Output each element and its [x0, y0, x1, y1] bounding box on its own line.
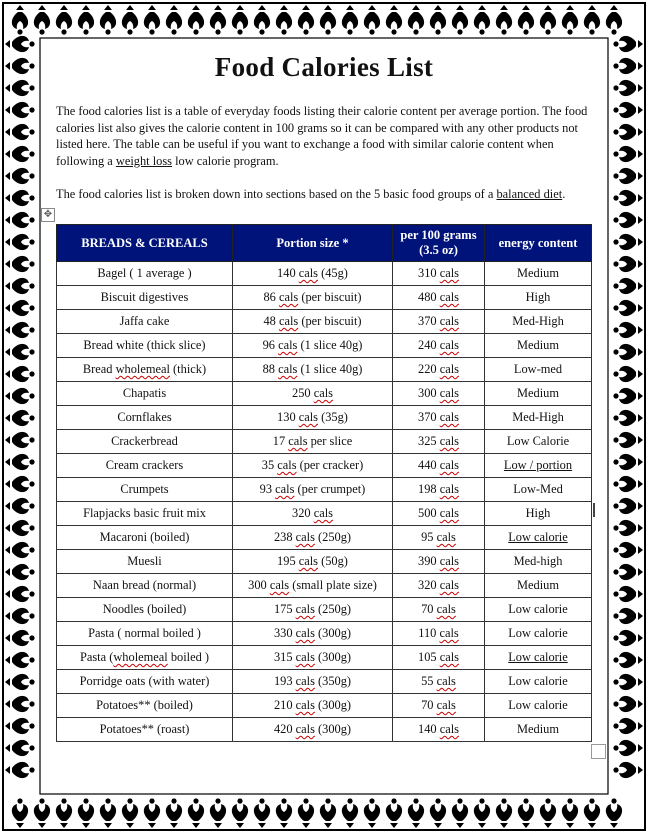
- cell-portion: 175 cals (250g): [233, 598, 393, 622]
- cell-energy: Low / portion: [485, 454, 592, 478]
- weight-loss-link[interactable]: weight loss: [115, 153, 172, 168]
- cell-energy: Low calorie: [485, 622, 592, 646]
- cell-portion: 330 cals (300g): [233, 622, 393, 646]
- cell-food: Crackerbread: [57, 430, 233, 454]
- table-row: [57, 334, 592, 358]
- cell-portion: 420 cals (300g): [233, 718, 393, 742]
- cell-per100: 198 cals: [393, 478, 485, 502]
- table-row: [57, 718, 592, 742]
- cell-energy: Low calorie: [485, 646, 592, 670]
- balanced-diet-link[interactable]: balanced diet: [496, 187, 563, 201]
- cell-portion: 140 cals (45g): [233, 262, 393, 286]
- table-header-row: [57, 225, 592, 262]
- cell-per100: 390 cals: [393, 550, 485, 574]
- cell-portion: 195 cals (50g): [233, 550, 393, 574]
- cell-food: Muesli: [57, 550, 233, 574]
- header-energy-content: energy content: [485, 225, 592, 262]
- cell-food: Pasta (wholemeal boiled ): [57, 646, 233, 670]
- table-move-handle-icon[interactable]: ✥: [41, 208, 55, 222]
- cell-per100: 70 cals: [393, 598, 485, 622]
- cell-food: Flapjacks basic fruit mix: [57, 502, 233, 526]
- cell-energy: High: [485, 286, 592, 310]
- cell-portion: 193 cals (350g): [233, 670, 393, 694]
- cell-food: Cornflakes: [57, 406, 233, 430]
- cell-food: Porridge oats (with water): [57, 670, 233, 694]
- table-row: [57, 310, 592, 334]
- cell-food: Potatoes** (boiled): [57, 694, 233, 718]
- cell-per100: 220 cals: [393, 358, 485, 382]
- header-per-100-grams: per 100 grams (3.5 oz): [393, 225, 485, 262]
- cell-per100: 440 cals: [393, 454, 485, 478]
- cell-food: Potatoes** (roast): [57, 718, 233, 742]
- cell-portion: 96 cals (1 slice 40g): [233, 334, 393, 358]
- cell-per100: 300 cals: [393, 382, 485, 406]
- cell-food: Pasta ( normal boiled ): [57, 622, 233, 646]
- cell-portion: 88 cals (1 slice 40g): [233, 358, 393, 382]
- table-row: [57, 406, 592, 430]
- cell-energy: Medium: [485, 262, 592, 286]
- cell-energy: Low calorie: [485, 670, 592, 694]
- table-row: [57, 382, 592, 406]
- cell-food: Naan bread (normal): [57, 574, 233, 598]
- cell-energy: Medium: [485, 334, 592, 358]
- table-row: [57, 550, 592, 574]
- cell-per100: 95 cals: [393, 526, 485, 550]
- table-row: [57, 670, 592, 694]
- cell-per100: 320 cals: [393, 574, 485, 598]
- table-row: [57, 430, 592, 454]
- cell-energy: Med-High: [485, 310, 592, 334]
- cell-food: Macaroni (boiled): [57, 526, 233, 550]
- cell-portion: 320 cals: [233, 502, 393, 526]
- table-row: [57, 478, 592, 502]
- cell-portion: 48 cals (per biscuit): [233, 310, 393, 334]
- cell-energy: Low calorie: [485, 598, 592, 622]
- table-row: [57, 526, 592, 550]
- cell-per100: 70 cals: [393, 694, 485, 718]
- cell-portion: 17 cals per slice: [233, 430, 393, 454]
- cell-per100: 240 cals: [393, 334, 485, 358]
- cell-portion: 250 cals: [233, 382, 393, 406]
- table-row: [57, 262, 592, 286]
- cell-portion: 238 cals (250g): [233, 526, 393, 550]
- table-row: [57, 286, 592, 310]
- cell-energy: Medium: [485, 718, 592, 742]
- cell-portion: 130 cals (35g): [233, 406, 393, 430]
- cell-per100: 500 cals: [393, 502, 485, 526]
- calories-table: [56, 224, 592, 742]
- table-row: [57, 598, 592, 622]
- table-row: [57, 694, 592, 718]
- cell-energy: Med-High: [485, 406, 592, 430]
- table-row: [57, 646, 592, 670]
- cell-per100: 105 cals: [393, 646, 485, 670]
- header-portion-size: Portion size *: [233, 225, 393, 262]
- cell-food: Chapatis: [57, 382, 233, 406]
- table-row: [57, 574, 592, 598]
- cell-portion: 300 cals (small plate size): [233, 574, 393, 598]
- cell-per100: 310 cals: [393, 262, 485, 286]
- header-breads-cereals: BREADS & CEREALS: [57, 225, 233, 262]
- cell-per100: 370 cals: [393, 406, 485, 430]
- table-row: [57, 502, 592, 526]
- cell-food: Jaffa cake: [57, 310, 233, 334]
- cell-food: Crumpets: [57, 478, 233, 502]
- cell-per100: 480 cals: [393, 286, 485, 310]
- cell-energy: Medium: [485, 382, 592, 406]
- cell-energy: Low Calorie: [485, 430, 592, 454]
- cell-portion: 210 cals (300g): [233, 694, 393, 718]
- cell-food: Bread white (thick slice): [57, 334, 233, 358]
- cell-portion: 35 cals (per cracker): [233, 454, 393, 478]
- table-row: [57, 454, 592, 478]
- food-groups-paragraph: The food calories list is broken down into sections based on the 5 basic food groups of a balanced diet.: [56, 187, 566, 201]
- cell-food: Cream crackers: [57, 454, 233, 478]
- cell-food: Noodles (boiled): [57, 598, 233, 622]
- cell-per100: 140 cals: [393, 718, 485, 742]
- cell-energy: Low-Med: [485, 478, 592, 502]
- page-title: Food Calories List: [214, 52, 434, 82]
- cell-portion: 93 cals (per crumpet): [233, 478, 393, 502]
- cell-food: Bagel ( 1 average ): [57, 262, 233, 286]
- cell-energy: Med-high: [485, 550, 592, 574]
- table-row: [57, 622, 592, 646]
- cell-per100: 55 cals: [393, 670, 485, 694]
- row-resize-marker: [593, 503, 595, 517]
- cell-energy: High: [485, 502, 592, 526]
- cell-energy: Low-med: [485, 358, 592, 382]
- table-row: [57, 358, 592, 382]
- intro-paragraph: The food calories list is a table of everyday foods listing their calorie content per average portion. The food calories list also gives the calorie content in 100 grams so it can be compared with any other products not listed here. The table can be useful if you want to exchange a food with similar calorie content when following a weight loss low calorie program.: [56, 104, 588, 168]
- cell-per100: 370 cals: [393, 310, 485, 334]
- cell-portion: 315 cals (300g): [233, 646, 393, 670]
- cell-per100: 325 cals: [393, 430, 485, 454]
- cell-energy: Low calorie: [485, 694, 592, 718]
- cell-energy: Medium: [485, 574, 592, 598]
- cell-portion: 86 cals (per biscuit): [233, 286, 393, 310]
- cell-food: Bread wholemeal (thick): [57, 358, 233, 382]
- cell-per100: 110 cals: [393, 622, 485, 646]
- cell-food: Biscuit digestives: [57, 286, 233, 310]
- table-resize-handle[interactable]: [591, 744, 606, 759]
- cell-energy: Low calorie: [485, 526, 592, 550]
